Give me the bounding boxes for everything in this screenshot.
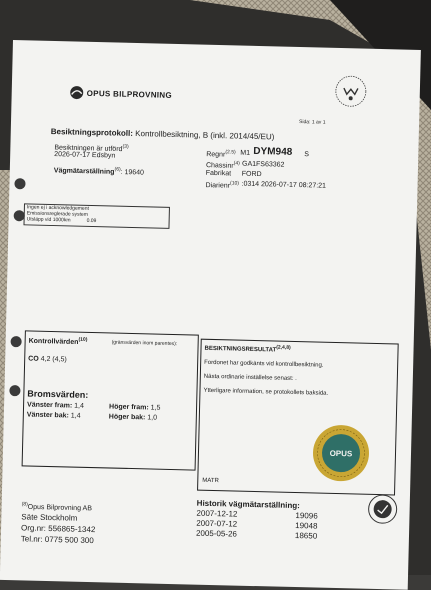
- swedac-badge-icon: [333, 74, 368, 109]
- history-title: Historik vägmätarställning:: [196, 498, 300, 511]
- matr-label: MATR: [202, 477, 219, 485]
- emission-mini-table: [23, 203, 169, 229]
- kontroll-note: (gränsvärden inom parentes):: [111, 339, 178, 348]
- mini-row-3-label: Utsläpp vid 1000km: [26, 216, 71, 224]
- inspection-protocol-paper: [0, 40, 421, 590]
- svg-text:OPUS: OPUS: [329, 448, 353, 459]
- punch-hole: [14, 178, 25, 189]
- diarienr-value: :0314 2026-07-17 08:27:21: [241, 180, 327, 190]
- fabrikat-label: Fabrikat: [205, 169, 232, 178]
- history-row-date: 2007-12-12: [196, 508, 238, 519]
- odometer-reading: Vägmätarställning$^{(6)}$: 19640: [53, 166, 145, 177]
- result-line-1: Fordonet har godkänts vid kontrollbesiktning.: [204, 359, 324, 369]
- mini-row-3-value: 0.09: [86, 217, 97, 225]
- mini-row-1: Ingen ej i acknowledgement: [26, 204, 89, 212]
- fabrikat-value: FORD: [241, 170, 262, 179]
- page-indicator: Sida: 1 av 1: [299, 119, 326, 126]
- brake-right-front: Höger fram: 1,5: [108, 403, 161, 412]
- footer-tel: Tel.nr: 0775 500 300: [20, 534, 94, 546]
- history-row-date: 2005-05-26: [195, 528, 238, 539]
- regnr-prefix: M1: [240, 149, 251, 157]
- brake-left-front: Vänster fram: 1,4: [27, 401, 84, 410]
- brake-right-rear: Höger bak: 1,0: [108, 413, 158, 422]
- punch-hole: [9, 385, 20, 396]
- footer-sate: Säte Stockholm: [21, 512, 78, 523]
- history-row-value: 19048: [295, 521, 318, 531]
- brake-left-rear: Vänster bak: 1,4: [26, 411, 81, 420]
- regnr-suffix: S: [304, 151, 310, 159]
- history-row-value: 19096: [295, 511, 318, 521]
- history-row-date: 2007-07-12: [196, 518, 238, 529]
- result-title: BESIKTNINGSRESULTAT$^{(2,4,8)}$: [204, 344, 291, 354]
- opus-logo-icon: [70, 85, 84, 99]
- regnr-value: DYM948: [253, 145, 293, 158]
- utford-value: 2026-07-17 Edsbyn: [54, 151, 116, 160]
- co-row: CO 4,2 (4,5): [28, 355, 67, 364]
- mini-row-2: Emissionsreglerade system: [26, 210, 88, 218]
- result-line-3: Ytterligare information, se protokollets baksida.: [203, 387, 329, 397]
- result-line-2: Nästa ordinarie inställelse senast: .: [203, 373, 297, 383]
- brake-title: Bromsvärden:: [27, 388, 89, 400]
- chassinr-label: Chassinr$^{(4)}$: [205, 160, 240, 170]
- kontroll-title: Kontrollvärden$^{(10)}$: [28, 336, 88, 347]
- history-row-value: 18650: [294, 531, 318, 541]
- protocol-title: Besiktningsprotokoll: Kontrollbesiktning, B (inkl. 2014/45/EU): [50, 126, 275, 142]
- regnr-label: Regnr$^{(2.5)}$: [206, 149, 236, 159]
- company-name: OPUS BILPROVNING: [86, 88, 173, 100]
- certification-badge-icon: [367, 494, 398, 525]
- footer-company: $^{(8)}$Opus Bilprovning AB: [21, 501, 92, 513]
- punch-hole: [10, 336, 21, 347]
- utford-label: Besiktningen är utförd$^{(3)}$: [54, 143, 129, 154]
- diarienr-label: Diarienr$^{(10)}$: [205, 180, 240, 190]
- kontrollvarden-box: [22, 330, 199, 470]
- chassinr-value: GA1FS63362: [241, 160, 285, 169]
- footer-orgnr: Org.nr: 556865-1342: [20, 523, 96, 535]
- besiktningsresultat-box: [197, 339, 399, 496]
- quality-seal-icon: [311, 423, 370, 482]
